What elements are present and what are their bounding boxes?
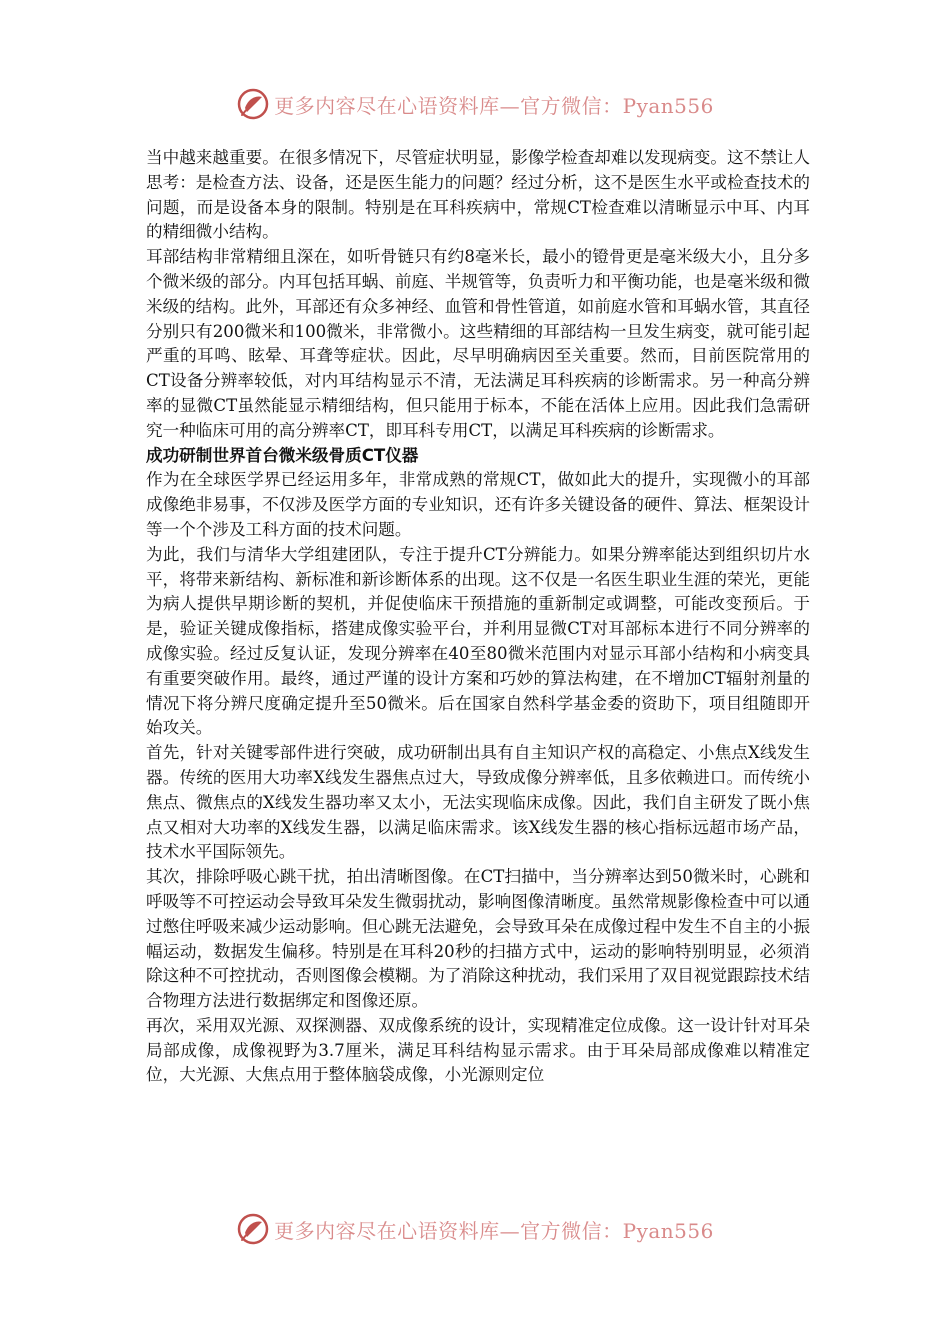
paragraph: 首先，针对关键零部件进行突破，成功研制出具有自主知识产权的高稳定、小焦点X线发生器。传统的医用大功率X线发生器焦点过大，导致成像分辨率低，且多依赖进口。而传统小焦点、微焦点的X线发生器功率又太小，无法实现临床成像。因此，我们自主研发了既小焦点又相对大功率的X线发生器，以满足临床需求。该X线发生器的核心指标远超市场产品，技术水平国际领先。 bbox=[146, 743, 810, 862]
header-banner bbox=[0, 84, 950, 124]
paragraph: 耳部结构非常精细且深在，如听骨链只有约8毫米长，最小的镫骨更是毫米级大小，且分多个微米级的部分。内耳包括耳蜗、前庭、半规管等，负责听力和平衡功能，也是毫米级和微米级的结构。此外，耳部还有众多神经、血管和骨性管道，如前庭水管和耳蜗水管，其直径分别只有200微米和100微米，非常微小。这些精细的耳部结构一旦发生病变，就可能引起严重的耳鸣、眩晕、耳聋等症状。因此，尽早明确病因至关重要。然而，目前医院常用的CT设备分辨率较低，对内耳结构显示不清，无法满足耳科疾病的诊断需求。另一种高分辨率的显微CT虽然能显示精细结构，但只能用于标本，不能在活体上应用。因此我们急需研究一种临床可用的高分辨率CT，即耳科专用CT，以满足耳科疾病的诊断需求。 bbox=[146, 247, 810, 440]
logo-icon bbox=[236, 87, 270, 121]
paragraph: 再次，采用双光源、双探测器、双成像系统的设计，实现精准定位成像。这一设计针对耳朵局部成像，成像视野为3.7厘米，满足耳科结构显示需求。由于耳朵局部成像难以精准定位，大光源、大焦点用于整体脑袋成像，小光源则定位 bbox=[146, 1015, 810, 1085]
banner-text: 更多内容尽在心语资料库—官方微信：Pyan556 bbox=[274, 93, 714, 118]
article-body bbox=[146, 146, 810, 1088]
paragraph: 当中越来越重要。在很多情况下，尽管症状明显，影像学检查却难以发现病变。这不禁让人思考：是检查方法、设备，还是医生能力的问题？经过分析，这不是医生水平或检查技术的问题，而是设备本身的限制。特别是在耳科疾病中，常规CT检查难以清晰显示中耳、内耳的精细微小结构。 bbox=[146, 148, 810, 242]
paragraph: 作为在全球医学界已经运用多年，非常成熟的常规CT，做如此大的提升，实现微小的耳部成像绝非易事，不仅涉及医学方面的专业知识，还有许多关键设备的硬件、算法、框架设计等一个个涉及工科方面的技术问题。 bbox=[146, 470, 810, 539]
logo-icon bbox=[236, 1212, 270, 1246]
paragraph: 为此，我们与清华大学组建团队，专注于提升CT分辨能力。如果分辨率能达到组织切片水平，将带来新结构、新标准和新诊断体系的出现。这不仅是一名医生职业生涯的荣光，更能为病人提供早期诊断的契机，并促使临床干预措施的重新制定或调整，可能改变预后。于是，验证关键成像指标，搭建成像实验平台，并利用显微CT对耳部标本进行不同分辨率的成像实验。经过反复认证，发现分辨率在40至80微米范围内对显示耳部小结构和小病变具有重要突破作用。最终，通过严谨的设计方案和巧妙的算法构建，在不增加CT辐射剂量的情况下将分辨尺度确定提升至50微米。后在国家自然科学基金委的资助下，项目组随即开始攻关。 bbox=[146, 544, 810, 738]
section-heading: 成功研制世界首台微米级骨质CT仪器 bbox=[146, 445, 419, 465]
paragraph: 其次，排除呼吸心跳干扰，拍出清晰图像。在CT扫描中，当分辨率达到50微米时，心跳和呼吸等不可控运动会导致耳朵发生微弱扰动，影响图像清晰度。虽然常规影像检查中可以通过憋住呼吸来减少运动影响。但心跳无法避免，会导致耳朵在成像过程中发生不自主的小振幅运动，数据发生偏移。特别是在耳科20秒的扫描方式中，运动的影响特别明显，必须消除这种不可控扰动，否则图像会模糊。为了消除这种扰动，我们采用了双目视觉跟踪技术结合物理方法进行数据绑定和图像还原。 bbox=[146, 867, 810, 1011]
banner-text: 更多内容尽在心语资料库—官方微信：Pyan556 bbox=[274, 1218, 714, 1243]
footer-banner bbox=[0, 1209, 950, 1249]
